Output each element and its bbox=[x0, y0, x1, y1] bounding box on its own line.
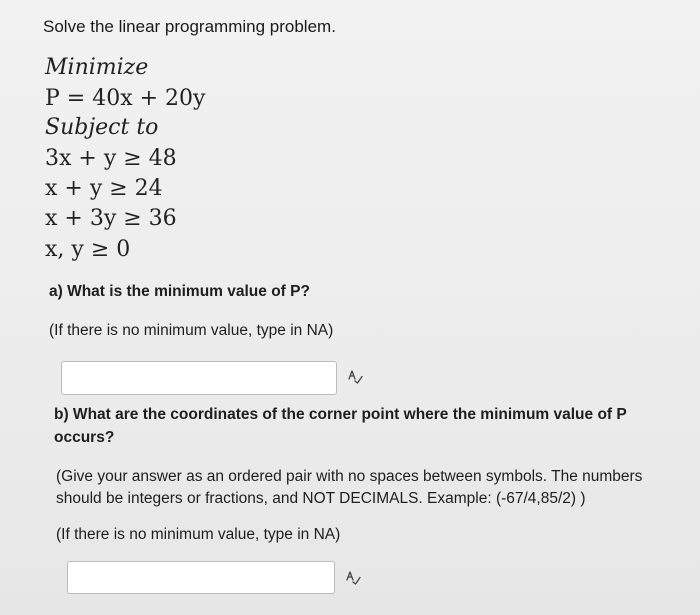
question-a-hint: (If there is no minimum value, type in NA) bbox=[49, 322, 334, 339]
objective-label: Minimize bbox=[45, 55, 149, 80]
objective-function: P = 40x + 20y bbox=[45, 86, 206, 111]
question-a-text: a) What is the minimum value of P? bbox=[49, 283, 310, 300]
constraints-label: Subject to bbox=[45, 115, 159, 140]
question-b-hint: (Give your answer as an ordered pair with no spaces between symbols. The numbers should be integers or fractions, and NOT DECIMALS. Example: (-67/4,85/2) ) bbox=[56, 468, 643, 507]
prompt-text: Solve the linear programming problem. bbox=[43, 17, 336, 36]
answer-b-input[interactable] bbox=[67, 561, 335, 594]
question-b-hint-na: (If there is no minimum value, type in NA) bbox=[56, 526, 341, 543]
question-b-text: b) What are the coordinates of the corner point where the minimum value of P occurs? bbox=[54, 406, 627, 446]
constraint-3: x + 3y ≥ 36 bbox=[45, 206, 177, 231]
spell-check-icon[interactable] bbox=[345, 569, 361, 585]
answer-a-input[interactable] bbox=[61, 361, 337, 395]
constraint-2: x + y ≥ 24 bbox=[45, 176, 163, 201]
spell-check-icon[interactable] bbox=[347, 368, 363, 384]
constraint-nonnegativity: x, y ≥ 0 bbox=[45, 237, 131, 262]
constraint-1: 3x + y ≥ 48 bbox=[45, 146, 177, 171]
